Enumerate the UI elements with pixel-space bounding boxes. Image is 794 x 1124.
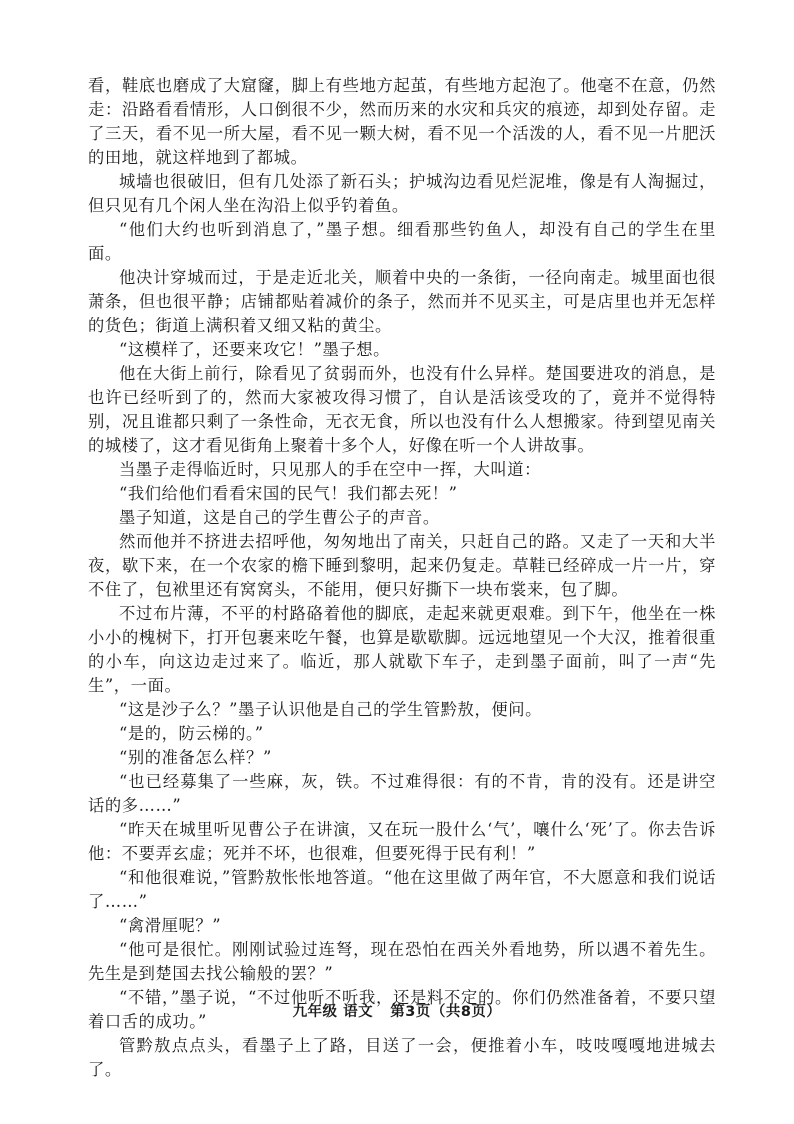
page-footer bbox=[0, 1000, 794, 1021]
paragraph: “是的，防云梯的。” bbox=[118, 724, 264, 743]
footer-grade-subject: 九年级 语文 bbox=[292, 1004, 374, 1020]
paragraph: 他决计穿城而过，于是走近北关，顺着中央的一条街，一径向南走。城里面也很萧条，但也很平静；店铺都贴着减价的条子，然而并不见买主，可是店里也并无怎样的货色；街道上满积着又细又粘的黄尘。 bbox=[88, 268, 716, 335]
paragraph: “他可是很忙。刚刚试验过连弩，现在恐怕在西关外看地势，所以遇不着先生。先生是到楚国去找公输般的罢？” bbox=[88, 940, 716, 983]
paragraph: 他在大街上前行，除看见了贫弱而外，也没有什么异样。楚国要进攻的消息，是也许已经听到了的，然而大家被攻得习惯了，自认是活该受攻的了，竟并不觉得特别，况且谁都只剩了一条性命，无衣无食，所以也没有什么人想搬家。待到望见南关的城楼了，这才看见街角上聚着十多个人，好像在听一个人讲故事。 bbox=[88, 364, 716, 455]
paragraph: 墨子知道，这是自己的学生曹公子的声音。 bbox=[118, 508, 440, 527]
paragraph: “这模样了，还要来攻它！”墨子想。 bbox=[118, 340, 391, 359]
document-body bbox=[88, 74, 716, 1082]
paragraph: 管黔敖点点头，看墨子上了路，目送了一会，便推着小车，吱吱嘎嘎地进城去了。 bbox=[88, 1036, 716, 1079]
paragraph: “这是沙子么？”墨子认识他是自己的学生管黔敖，便问。 bbox=[118, 700, 542, 719]
paragraph: “也已经募集了一些麻，灰，铁。不过难得很：有的不肯，肯的没有。还是讲空话的多……” bbox=[88, 772, 716, 815]
paragraph: “禽滑厘呢？” bbox=[118, 916, 222, 935]
paragraph: 当墨子走得临近时，只见那人的手在空中一挥，大叫道： bbox=[118, 460, 542, 479]
paragraph: “别的准备怎么样？” bbox=[118, 748, 272, 767]
paragraph: 看，鞋底也磨成了大窟窿，脚上有些地方起茧，有些地方起泡了。他毫不在意，仍然走：沿路看看情形，人口倒很不少，然而历来的水灾和兵灾的痕迹，却到处存留。走了三天，看不见一所大屋，看不见一颗大树，看不见一个活泼的人，看不见一片肥沃的田地，就这样地到了都城。 bbox=[88, 76, 716, 167]
paragraph: 然而他并不挤进去招呼他，匆匆地出了南关，只赶自己的路。又走了一天和大半夜，歇下来，在一个农家的檐下睡到黎明，起来仍复走。草鞋已经碎成一片一片，穿不住了，包袱里还有窝窝头，不能用，便只好撕下一块布裳来，包了脚。 bbox=[88, 532, 716, 599]
paragraph: “我们给他们看看宋国的民气！我们都去死！” bbox=[118, 484, 458, 503]
paragraph: “他们大约也听到消息了，”墨子想。细看那些钓鱼人，却没有自己的学生在里面。 bbox=[88, 220, 716, 263]
paragraph: “不错，”墨子说，“不过他听不听我，还是料不定的。你们仍然准备着，不要只望着口舌的成功。” bbox=[88, 988, 716, 1031]
paragraph: “昨天在城里听见曹公子在讲演，又在玩一股什么‘气’，嚷什么‘死’了。你去告诉他：不要弄玄虚；死并不坏，也很难，但要死得于民有利！” bbox=[88, 820, 716, 863]
paragraph: “和他很难说，”管黔敖怅怅地答道。“他在这里做了两年官，不大愿意和我们说话了……” bbox=[88, 868, 716, 911]
paragraph: 不过布片薄，不平的村路硌着他的脚底，走起来就更艰难。到下午，他坐在一株小小的槐树下，打开包裹来吃午餐，也算是歇歇脚。远远地望见一个大汉，推着很重的小车，向这边走过来了。临近，那人就歇下车子，走到墨子面前，叫了一声“先生”，一面。 bbox=[88, 604, 716, 695]
footer-page-number: 第3页（共8页） bbox=[390, 1004, 502, 1020]
paragraph: 城墙也很破旧，但有几处添了新石头；护城沟边看见烂泥堆，像是有人淘掘过，但只见有几个闲人坐在沟沿上似乎钓着鱼。 bbox=[88, 172, 716, 215]
